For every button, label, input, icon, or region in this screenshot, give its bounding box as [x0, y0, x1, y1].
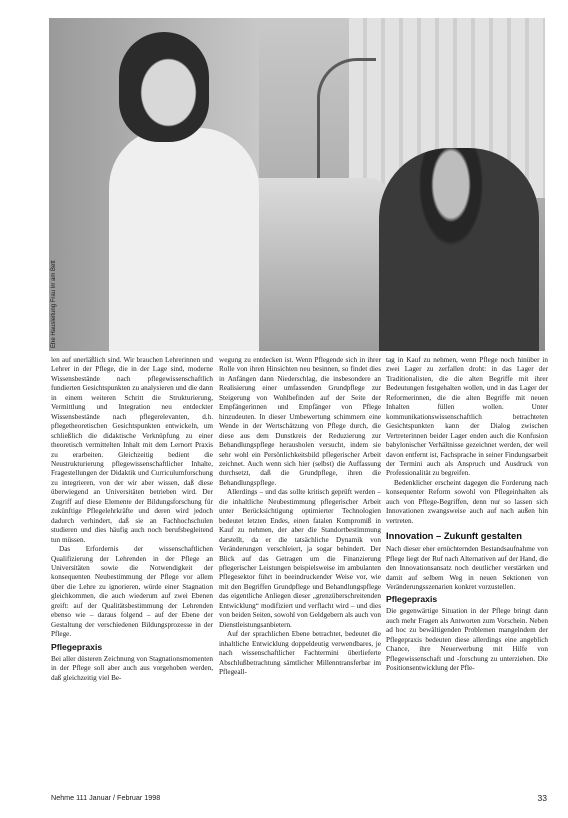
photo-nurse: [109, 128, 259, 351]
footer-publication: Nehme 111 Januar / Februar 1998: [51, 793, 161, 802]
text-column-2: [219, 356, 381, 677]
page-number: 33: [537, 793, 547, 803]
paragraph: Bedenklicher erscheint dagegen die Forderung nach konsequenter Reform sowohl von Pflegeinhalten als auch von Pflege-Begriffen, denn nur so lassen sich Innovationen zwangsweise auch auf nach außen hin vertreten.: [386, 478, 548, 525]
text-column-1: [51, 356, 213, 683]
section-heading: Pflegepraxis: [51, 641, 103, 652]
paragraph: Nach dieser eher ernüchternden Bestandsaufnahme von Pflege liegt der Ruf nach Alternativen auf der Hand, die den Innovationsansatz noch deutlicher verstärken und damit auf selbem Weg in neuen Sektionen von Veränderungsszenarien konkret vorzustellen.: [386, 545, 548, 591]
text-column-3: [386, 356, 548, 674]
paragraph: wegung zu entdecken ist. Wenn Pflegende sich in ihrer Rolle von ihren Hinsichten neu besinnen, so findet dies in Anfängen dann Niederschlag, die insbesondere an Realisierung einer umfassenden Grundpflege zur Steigerung von Wohlbefinden auf der Seite der Empfängerinnen und Empfänger von Pflege hinzudeuten. In dieser Umbewertung schimmern eine Wende in der Wertschätzung von Pflege durch, die diese aus dem Dunstkreis der Reduzierung zur Behandlungspflege herausholen versucht, indem sie sehr wohl ein Persönlichkeitsbild pflegerischer Arbeit zeichnet. Auch wenn sich hier (selbst) die Auffassung durchsetzt, daß die Grundpflege, ihren die Behandlungspflege.: [219, 356, 381, 487]
section-heading: Pflegepraxis: [386, 594, 438, 605]
paragraph: tag in Kauf zu nehmen, wenn Pflege noch hinüber in zwei Lager zu zerfallen droht: in das Lager der Traditionalisten, die die alten Begriffe mit ihrer Bedeutungen festgehalten wollen, und in das Lager der Reformerinnen, die die alten Begriffe mit neuen Inhalten füllen wollen. Unter kommunikationswissenschaftlich betrachteten Gesichtspunkten kann der Dialog zwischen Vertreterinnen beider Lager enden auch die Konfusion babylonischer Verhältnisse gezeichnet werden, der weil davon entfernt ist, Fachsprache in seiner Findungsarbeit der Termini auch als Anspruch und Ausdruck von Professionalität zu begreifen.: [386, 356, 548, 478]
paragraph: Die gegenwärtige Situation in der Pflege bringt dann auch mehr Fragen als Antworten zum Vorschein. Neben ad hoc zu bewältigenden Problemen mangelndem der Pflegepraxis bedeuten diese allerdings eine angeblich Chance, ihre Neuerwerbung mit Hilfe von Pflegewissenschaft und -forschung zu unterziehen. Die Positionsentwicklung der Pfle-: [386, 607, 548, 673]
photo-nurse-head: [119, 32, 209, 142]
photo-patient: [379, 148, 539, 351]
section-heading: Innovation – Zukunft gestalten: [386, 530, 522, 542]
paragraph: Auf der sprachlichen Ebene betrachtet, bedeutet die inhaltliche Entwicklung doppeldeutig verwendbares, je nach wissenschaftlicher Fachtermini überlieferte Abschlußbetrachtung sämtlicher Millenntransferbar im Pflegeall-: [219, 630, 381, 676]
article-photo: [49, 18, 545, 351]
paragraph: len auf unerläßlich sind. Wir brauchen Lehrerinnen und Lehrer in der Pflege, die in der Lage sind, moderne Wissensbestände nach pflegewissenschaftlich fundierten Gesichtspunkten zu analysieren und die dann in einem weiteren Schritt die Strukturierung, Vermittlung und Integration neu entdeckter Wissensbestände nach pflegerelevanten, d.h. pflegetheoretischen Gesichtspunkten entwickeln, um schließlich die didaktische Verknüpfung zu einer theoretisch vermittelten Inhalt mit dem Lernort Praxis zu erarbeiten. Gleichzeitig bedient die Neustrukturierung pflegewissenschaftlicher Inhalte, Fragestellungen der Didaktik und Curriculumforschung zu integrieren, von der wir aber wissen, daß diese überwiegend an Universitäten betrieben wird. Der Zugriff auf diese Elemente der Bildungsforschung für zukünftige Pflegelehrkräfte und deren wird jedoch dadurch verhindert, daß sie an Fachhochschulen studieren und dies häufig auch noch berufsbegleitend tun müssen.: [51, 356, 213, 544]
photo-credit: Ehe Hausleitung Frau Irr am Bett: [51, 260, 57, 348]
page-footer: [51, 793, 547, 805]
paragraph: Bei aller düsteren Zeichnung von Stagnationsmomenten in der Pflege soll aber auch aus vorgehoben werden, daß gleichzeitig viel Be-: [51, 654, 213, 682]
paragraph: Das Erfordernis der wissenschaftlichen Qualifizierung der Lehrenden in der Pflege an Universitäten sowie die Notwendigkeit der konsequenten Neubestimmung der Pflege vor allem über die Lehre zu ignorieren, würde einer Stagnation gleichkommen, die auch wiederum auf zwei Ebenen greift: auf der Qualitätsbestimmung der Lehrenden ebenso wie – daraus folgend – auf der Ebene der Gestaltung der verschiedenen Bildungsprozesse in der Pflege.: [51, 545, 213, 639]
photo-lamp: [317, 58, 376, 191]
paragraph: Allerdings – und das sollte kritisch geprüft werden – die inhaltliche Neubestimmung pflegerischer Arbeit unter Berücksichtigung optimierter Technologien bedeutet letzten Endes, einen fatalen Kompromiß in Kauf zu nehmen, der aber die Standortbestimmung darstellt, da er die tatsächliche Dynamik von Veränderungen verschleiert, ja sogar behindert. Der Blick auf das Getragen um die Finanzierung pflegerischer Leistungen beispielsweise im ambulanten Pflegesektor führt in beeindruckender Weise vor, wie mit den Begriffen Grundpflege und Behandlungspflege das eigentliche Anliegen dieser „grenzüberschreitenden Entwicklung“ modifiziert und verflacht wird – und dies von beiden Seiten, sowohl von Geldgebern als auch von Dienstleistungsanbietern.: [219, 488, 381, 629]
